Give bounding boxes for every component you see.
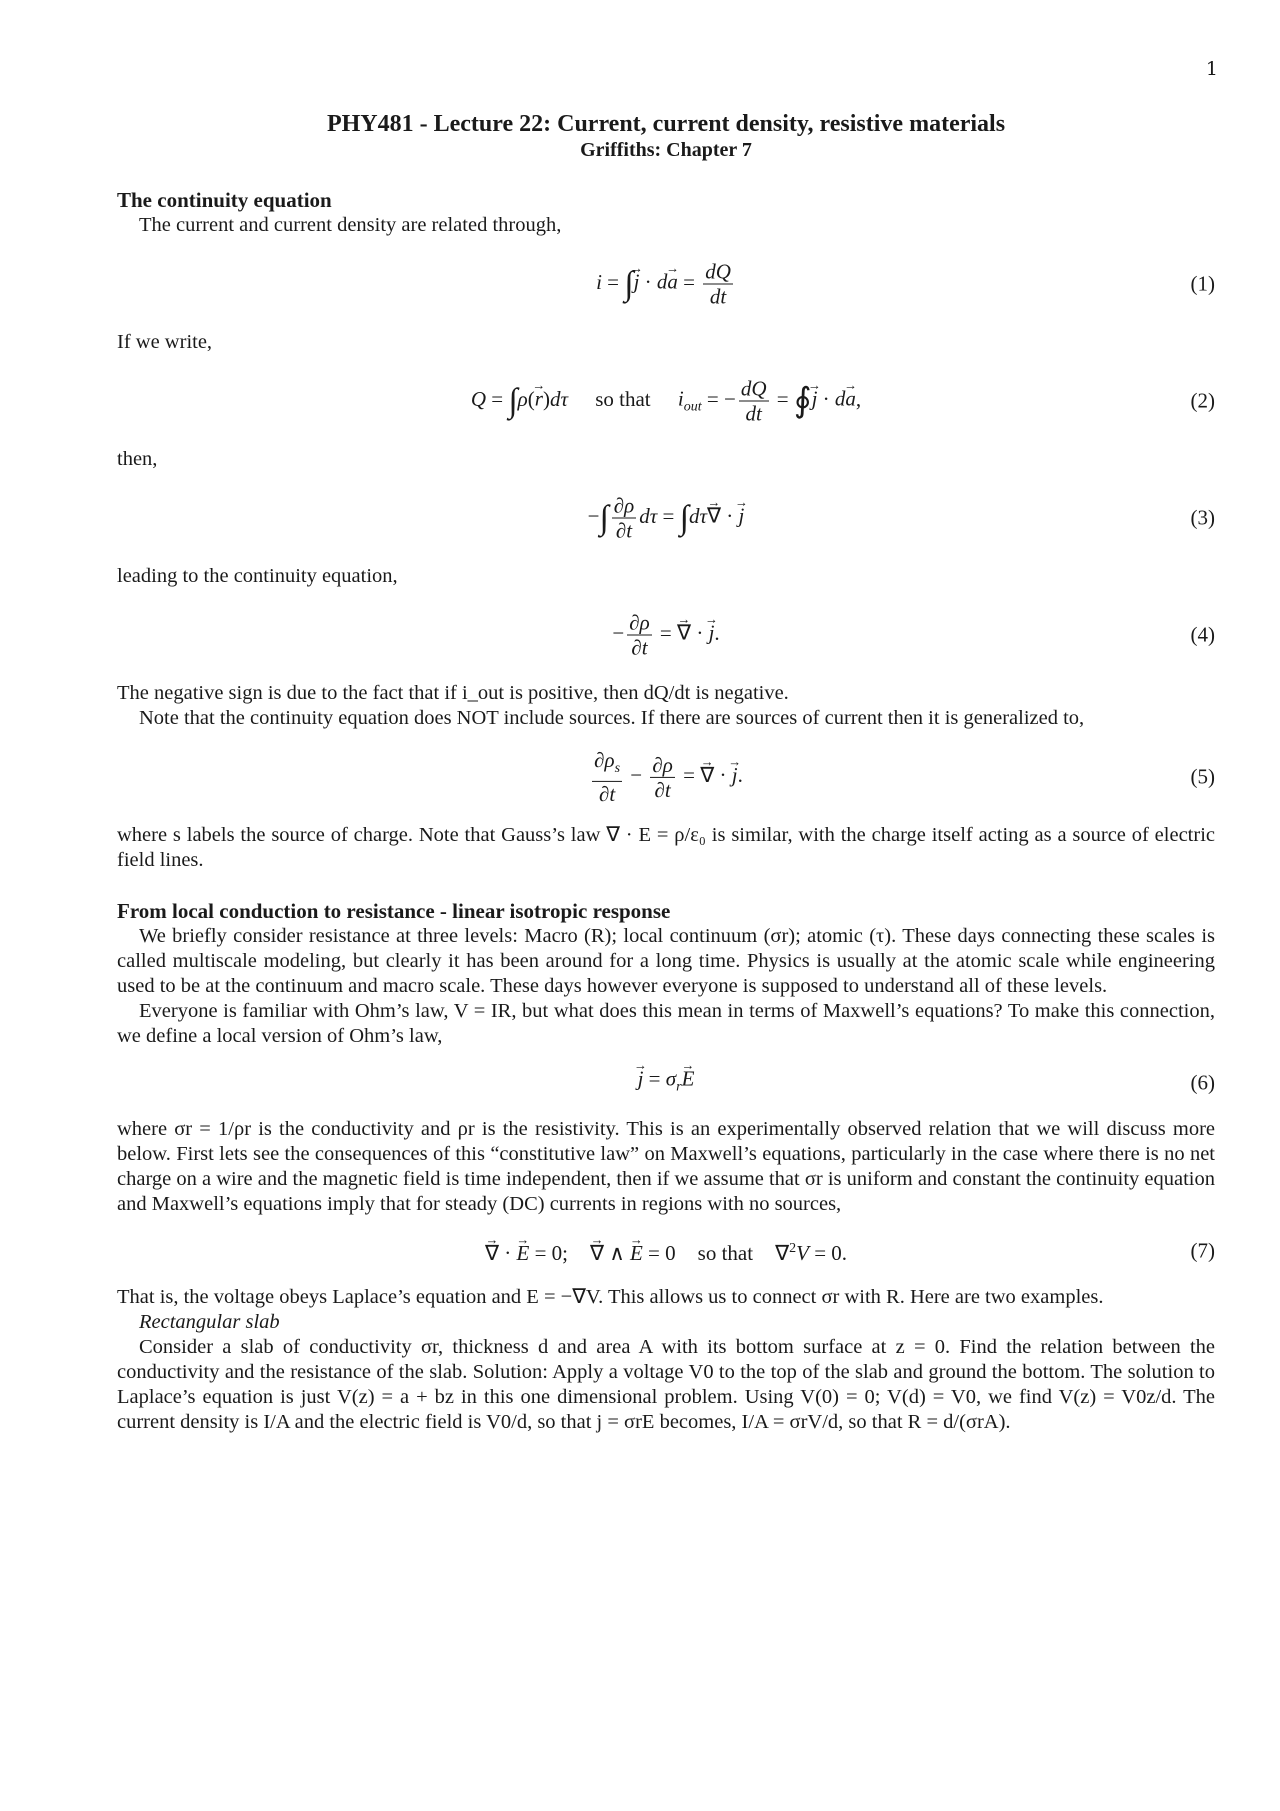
equation-4-body: − $\frac{\partial\rho}{\partial t}$ = → ∇ · → j. <box>117 611 1215 660</box>
equation-number: (3) <box>1190 505 1215 530</box>
equation-3 <box>117 486 1215 550</box>
paragraph-leading: leading to the continuity equation, <box>117 565 398 587</box>
equation-7 <box>117 1231 1215 1271</box>
lecture-title: PHY481 - Lecture 22: Current, current density, resistive materials <box>326 111 1006 137</box>
equation-number: (2) <box>1190 388 1215 413</box>
paragraph-ohms-law: Everyone is familiar with Ohm’s law, V = IR, but what does this mean in terms of Maxwell’s equations? To make this connection, we define a local version of Ohm’s law, <box>117 1000 1215 1047</box>
equation-6-body: → $j = \sigma_r\to E$ <box>117 1066 1215 1099</box>
paragraph-slab: Consider a slab of conductivity σr, thickness d and area A with its bottom surface at z = 0. Find the relation between the conductivity and the resistance of the slab. Solution: Apply a voltage V0 to the top of the slab and ground the bottom. The solution to Laplace’s equation is just V(z) = a + bz in this one dimensional problem. Using V(0) = 0; V(d) = V0, we find V(z) = V0z/d. The current density is I/A and the electric field is V0/d, so that j = σrE becomes, I/A = σrV/d, so that R = d/(σrA). <box>117 1336 1215 1433</box>
example-title: Rectangular slab <box>139 1311 280 1333</box>
equation-2 <box>117 369 1215 433</box>
equation-1-body: i = ∫→ j · d→ a = $\frac{dQ}{dt}$ <box>117 260 1215 309</box>
equation-2-body: Q = ∫ρ(→ r)dτ so that $i_{out}$ = − $\frac{dQ}{dt}$ = ∮→ j · d→ a, <box>117 377 1215 426</box>
paragraph-gauss: where s labels the source of charge. Note that Gauss’s law ∇ · E = ρ/ε₀ is similar, with the charge itself acting as a source of electric field lines. <box>117 824 1215 871</box>
document-page <box>117 0 1215 1435</box>
so-that-text: so that <box>697 1241 754 1265</box>
section-heading-continuity: The continuity equation <box>117 188 332 212</box>
paragraph-then: then, <box>117 448 158 470</box>
paragraph-intro: The current and current density are related through, <box>139 214 562 236</box>
paragraph-conductivity: where σr = 1/ρr is the conductivity and ρr is the resistivity. This is an experimentally observed relation that we will discuss more below. First lets see the consequences of this “constitutive law” on Maxwell’s equations, particularly in the case where there is no net charge on a wire and the magnetic field is time independent, then if we assume that σr is uniform and constant the continuity equation and Maxwell’s equations imply that for steady (DC) currents in regions with no sources, <box>117 1118 1216 1215</box>
section-heading-resistance: From local conduction to resistance - linear isotropic response <box>117 899 671 923</box>
so-that-text: so that <box>595 386 651 411</box>
lecture-subtitle: Griffiths: Chapter 7 <box>580 139 752 161</box>
paragraph-levels: We briefly consider resistance at three levels: Macro (R); local continuum (σr); atomic (τ). These days connecting these scales is called multiscale modeling, but clearly it has been around for a long time. Physics is usually at the atomic scale while engineering used to be at the continuum and macro scale. These days however everyone is supposed to understand all of these levels. <box>117 925 1215 997</box>
paragraph-negative-sign: The negative sign is due to the fact that if i_out is positive, then dQ/dt is negative. <box>117 682 789 704</box>
equation-4 <box>117 603 1215 667</box>
equation-number: (1) <box>1190 271 1215 296</box>
equation-number: (6) <box>1190 1070 1215 1095</box>
equation-number: (7) <box>1190 1238 1215 1263</box>
paragraph-sources: Note that the continuity equation does NOT include sources. If there are sources of current then it is generalized to, <box>139 707 1085 729</box>
equation-5 <box>117 745 1215 809</box>
equation-7-body: → ∇ · → E = 0;→ ∇ ∧ → E = 0 so that ∇$^2$V = 0. <box>117 1236 1215 1266</box>
paragraph-if-we-write: If we write, <box>117 331 213 353</box>
equation-5-body: $\frac{\partial\rho_s}{\partial t}$ − $\frac{\partial\rho}{\partial t}$ = → ∇ · → j. <box>117 748 1215 806</box>
paragraph-laplace: That is, the voltage obeys Laplace’s equation and E = −∇V. This allows us to connect σr with R. Here are two examples. <box>117 1286 1104 1308</box>
equation-number: (4) <box>1190 622 1215 647</box>
page-number: 1 <box>1205 58 1218 80</box>
equation-number: (5) <box>1190 764 1215 789</box>
equation-1 <box>117 252 1215 316</box>
equation-6 <box>117 1063 1215 1103</box>
equation-3-body: −∫ $\frac{\partial\rho}{\partial t}$ dτ = ∫dτ→ ∇ · → j <box>117 494 1215 543</box>
